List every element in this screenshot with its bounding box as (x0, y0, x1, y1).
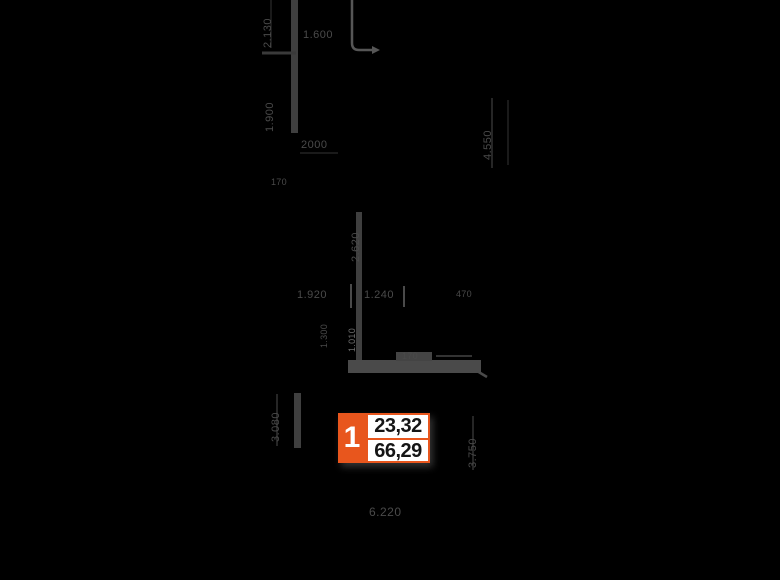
unit-area-living: 23,32 (368, 415, 428, 440)
dim-label-vertical: 2.130 (262, 17, 274, 48)
dim-label: 1.240 (364, 289, 395, 301)
unit-label[interactable] (338, 413, 430, 463)
wall-lower-left (294, 393, 301, 448)
leader-hook (477, 371, 487, 377)
dim-label-vertical: 1.010 (347, 327, 357, 352)
dim-label: 170 (402, 351, 418, 361)
wall-top-left (291, 0, 298, 133)
dim-label: 470 (456, 289, 472, 299)
leader-line-top (352, 0, 374, 50)
dim-label-vertical: 3.080 (270, 411, 282, 442)
dim-label: 6.220 (369, 505, 402, 519)
unit-number-badge: 1 (338, 413, 366, 463)
dim-label-vertical: 1.300 (319, 323, 329, 348)
dim-label-vertical: 3.750 (467, 437, 479, 468)
dim-label-vertical: 4.550 (482, 129, 494, 160)
unit-area-total: 66,29 (374, 440, 422, 462)
dim-label: 1.920 (297, 289, 328, 301)
dim-label-vertical: 1.900 (264, 101, 276, 132)
unit-area-box (366, 413, 430, 463)
dim-label: 2000 (301, 139, 328, 151)
dim-label: 1.600 (303, 29, 334, 41)
leader-arrow-top (372, 46, 380, 54)
dim-label: 170 (271, 177, 287, 187)
dim-label-vertical: 2.620 (350, 231, 362, 262)
